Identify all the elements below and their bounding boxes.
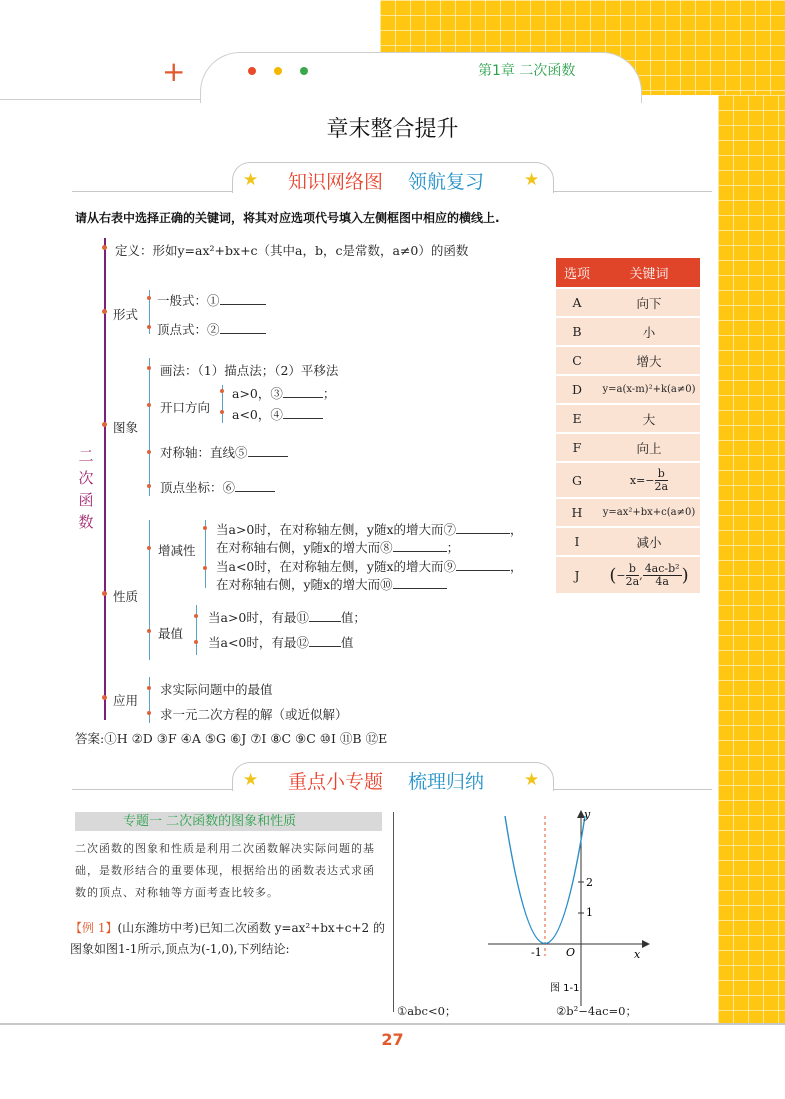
page-number: 27: [381, 1030, 404, 1049]
table-row: F 向上: [556, 434, 700, 461]
vertical-title: 二 次 函 数: [78, 447, 94, 531]
application-2: 求一元二次方程的解（或近似解）: [160, 707, 348, 722]
keyword-table: [556, 256, 700, 595]
conclusion-2: ②b²−4ac=0；: [556, 1004, 637, 1018]
extreme-label: 最值: [158, 626, 184, 641]
y-tick-2: 2: [586, 876, 593, 889]
form-label: 形式: [113, 307, 139, 322]
table-row: C 增大: [556, 347, 700, 374]
section-header-topics: [232, 762, 554, 791]
monotonic-2: 在对称轴右侧，y随x的增大而⑧ ；: [216, 540, 460, 555]
formula-g: x=− $\frac{b}{2a}$: [598, 463, 700, 497]
opening-up: a>0，③ ；: [232, 386, 336, 401]
node-dot: [102, 309, 107, 314]
table-row: B 小: [556, 318, 700, 345]
red-dot-icon: [248, 67, 256, 75]
extreme-2: 当a<0时，有最⑫ 值: [208, 635, 354, 650]
monotonic-3: 当a<0时，在对称轴左侧，y随x的增大而⑨ ，: [216, 559, 523, 574]
page-title: 章末整合提升: [326, 117, 459, 142]
conclusion-1: ①abc<0；: [397, 1004, 457, 1018]
table-header-row: [556, 258, 700, 287]
topic-heading: 专题一 二次函数的图象和性质: [75, 812, 382, 831]
x-tick-minus-1: -1: [531, 946, 542, 959]
graph-method: 画法：（1）描点法；（2）平移法: [160, 363, 339, 378]
star-icon: ★: [524, 770, 540, 790]
header-rule: [0, 99, 200, 100]
table-row: I 减小: [556, 528, 700, 555]
monotonic-label: 增减性: [158, 543, 196, 558]
table-row: H y=ax²+bx+c(a≠0): [556, 499, 700, 526]
table-row: G x=− $\frac{b}{2a}$: [556, 463, 700, 497]
header-tab: [200, 52, 642, 103]
table-row: A 向下: [556, 289, 700, 316]
yellow-grid-decoration-right: [718, 95, 785, 1025]
section-header-knowledge: [232, 162, 554, 193]
form-general: 一般式：①: [157, 291, 266, 309]
origin-label: O: [566, 946, 576, 959]
section-title-left: 重点小专题: [288, 771, 384, 793]
table-header-keyword: 关键词: [598, 258, 700, 287]
node-dot: [102, 591, 107, 596]
y-tick-1: 1: [586, 906, 593, 919]
section-title-right: 领航复习: [408, 171, 485, 193]
star-icon: ★: [524, 170, 540, 190]
extreme-1: 当a>0时，有最⑪ 值；: [208, 610, 366, 625]
table-row: J (− $\frac{b}{2a}$ , $\frac{\text{4ac-b²}}{4a}$ ): [556, 557, 700, 593]
instruction-text: 请从右表中选择正确的关键词，将其对应选项代号填入左侧框图中相应的横线上.: [75, 211, 500, 225]
green-dot-icon: [300, 67, 308, 75]
chapter-label: 第1章 二次函数: [478, 63, 576, 79]
graph-label: 图象: [113, 420, 139, 435]
yellow-dot-icon: [274, 67, 282, 75]
section-title-right: 梳理归纳: [408, 771, 485, 793]
node-dot: [102, 245, 107, 250]
application-label: 应用: [113, 693, 139, 708]
x-axis-label: x: [634, 948, 641, 961]
application-1: 求实际问题中的最值: [160, 682, 273, 697]
figure-caption: 图 1-1: [550, 983, 580, 994]
table-row: E 大: [556, 405, 700, 432]
section-title-left: 知识网络图: [288, 171, 384, 193]
table-row: D y=a(x-m)²+k(a≠0): [556, 376, 700, 403]
column-divider: [393, 812, 394, 1012]
node-dot: [102, 422, 107, 427]
property-brace: [149, 520, 150, 660]
plus-icon: +: [162, 55, 186, 88]
monotonic-brace: [205, 520, 206, 588]
topic-paragraph: 二次函数的图象和性质是利用二次函数解决实际问题的基础，是数形结合的重要体现，根据给出的函数表达式求函数的顶点、对称轴等方面考查比较多。: [75, 842, 375, 899]
opening-down: a<0，④: [232, 405, 323, 423]
opening-label: 开口方向: [160, 400, 211, 415]
formula-j: (− $\frac{b}{2a}$ , $\frac{\text{4ac-b²}}{4a}$ ): [598, 557, 700, 593]
application-brace: [149, 677, 150, 723]
example-1: 【例 1】(山东潍坊中考)已知二次函数 y=ax²+bx+c+2 的图象如图1-1所示,顶点为(-1,0),下列结论:: [70, 921, 385, 956]
form-vertex: 顶点式：②: [157, 320, 266, 338]
y-axis-label: y: [584, 808, 591, 821]
star-icon: ★: [243, 770, 259, 790]
property-label: 性质: [113, 589, 139, 604]
parabola-figure: [400, 806, 700, 1016]
monotonic-1: 当a>0时，在对称轴左侧，y随x的增大而⑦ ，: [216, 522, 523, 537]
extreme-brace: [196, 605, 197, 655]
star-icon: ★: [243, 170, 259, 190]
table-header-option: 选项: [556, 258, 598, 287]
footer-rule: [0, 1023, 785, 1025]
axis-text: 对称轴：直线⑤: [160, 443, 288, 461]
answers-text: 答案:①H ②D ③F ④A ⑤G ⑥J ⑦I ⑧C ⑨C ⑩I ⑪B ⑫E: [75, 731, 388, 746]
monotonic-4: 在对称轴右侧，y随x的增大而⑩: [216, 575, 447, 593]
node-dot: [102, 695, 107, 700]
vertex-text: 顶点坐标：⑥: [160, 478, 275, 496]
graph-brace: [149, 358, 150, 496]
definition-text: 定义：形如y=ax²+bx+c（其中a，b，c是常数，a≠0）的函数: [115, 243, 469, 258]
